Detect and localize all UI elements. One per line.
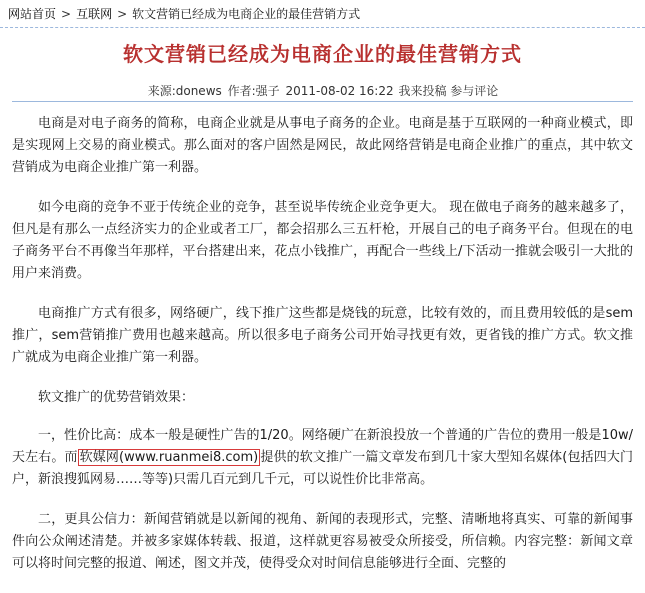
article-paragraph: 软文推广的优势营销效果： [38,390,195,405]
article-title: 软文营销已经成为电商企业的最佳营销方式 [123,42,522,66]
paragraph-text: 一，性价比高：成本一般是硬性广告的1/20。网络硬广在新浪投放一个普通的广告位的费用一般是10w/天左右。而 [12,428,633,465]
article-body [12,113,633,593]
highlighted-link-text: 软媒网(www.ruanmei8.com) [79,450,259,465]
breadcrumb-current: 软文营销已经成为电商企业的最佳营销方式 [132,7,361,21]
article-paragraph [12,425,633,491]
article-paragraph: 电商推广方式有很多，网络硬广，线下推广这些都是烧钱的玩意，比较有效的，而且费用较低的是sem推广，sem营销推广费用也越来越高。所以很多电子商务公司开始寻找更有效，更省钱的推广方式。软文推广就成为电商企业推广第一利器。 [12,306,633,365]
breadcrumb-separator: > [61,7,72,21]
breadcrumb-category-link[interactable]: 互联网 [76,7,113,21]
article-source: 来源:donews [147,84,222,98]
article-paragraph: 二，更具公信力：新闻营销就是以新闻的视角、新闻的表现形式，完整、清晰地将真实、可靠的新闻事件向公众阐述清楚。并被多家媒体转载、报道，这样就更容易被受众所接受，所信赖。内容完整：新闻文章可以将时间完整的报道、阐述，图文并茂，使得受众对时间信息能够进行全面、完整的 [12,512,633,571]
article-author: 作者:强子 [227,84,280,98]
article-paragraph: 电商是对电子商务的简称，电商企业就是从事电子商务的企业。电商是基于互联网的一种商业模式，即是实现网上交易的商业模式。那么面对的客户固然是网民，故此网络营销是电商企业推广的重点，其中软文营销成为电商企业推广第一利器。 [12,116,633,175]
breadcrumb [0,0,645,28]
meta-divider [12,101,633,102]
breadcrumb-separator: > [117,7,128,21]
comment-link[interactable]: 参与评论 [450,84,499,98]
article-datetime: 2011-08-02 16:22 [285,84,394,98]
article-meta [0,82,645,99]
submit-article-link[interactable]: 我来投稿 [398,84,447,98]
paragraph-text: 提供的软文推广一篇文章发布到几十家大型知名媒体(包括四大门户，新浪搜狐网易……等等)只需几百元到几千元，可以说性价比非常高。 [12,450,633,487]
breadcrumb-home-link[interactable]: 网站首页 [8,7,57,21]
article-paragraph: 如今电商的竞争不亚于传统企业的竞争，甚至说毕传统企业竞争更大。 现在做电子商务的越来越多了，但凡是有那么一点经济实力的企业或者工厂，都会招那么三五杆枪，开展自己的电子商务平台。但现在的电子商务平台不再像当年那样，平台搭建出来，花点小钱推广，再配合一些线上/下活动一推就会吸引一大批的用户来消费。 [12,200,633,281]
